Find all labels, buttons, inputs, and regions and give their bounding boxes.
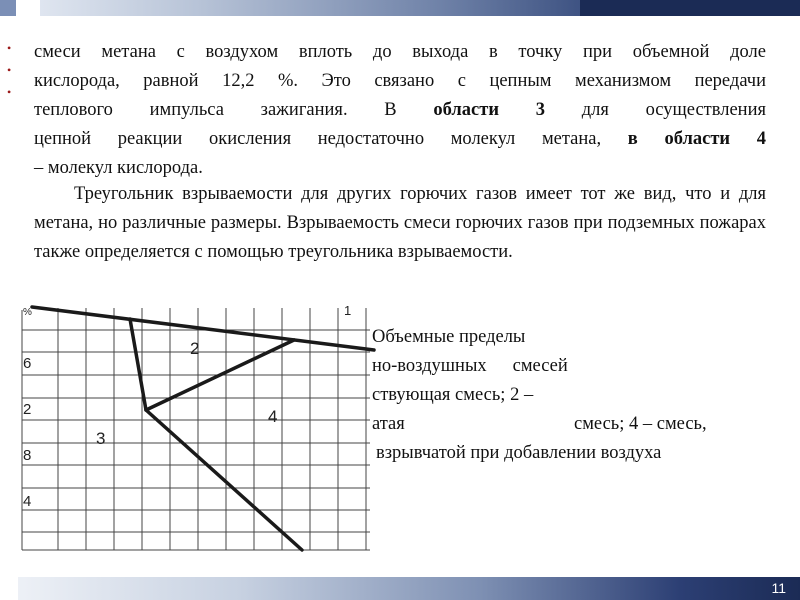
bullet-marker: •: [7, 63, 12, 77]
region-label-2: 2: [190, 339, 200, 358]
paragraph-1: [34, 38, 766, 183]
text-run: для осуществления: [544, 100, 766, 120]
caption-line: [372, 410, 752, 439]
paragraph-1-line: смеси метана с воздухом вплоть до выхода в точку при объемной доле: [34, 42, 766, 62]
explosivity-triangle-figure: [18, 300, 378, 555]
paragraph-2: Треугольник взрываемости для других горючих газов имеет тот же вид, что и для метана, но различные размеры. Взрываемость смеси горючих газов при подземных пожарах также определяется с помощью треугольника взрываемости.: [34, 184, 766, 262]
axis-label: 8: [23, 447, 32, 464]
top-banner-right: [580, 0, 800, 16]
paragraph-1-line: – молекул кислорода.: [34, 158, 203, 178]
lower-limit-line: [146, 410, 302, 550]
bullet-marker: •: [7, 85, 12, 99]
region-label-4: 4: [268, 407, 278, 426]
slide-number: 11: [771, 580, 786, 596]
caption-line: взрывчатой при добавлении воздуха: [376, 443, 662, 463]
bottom-banner: [0, 577, 800, 600]
explosivity-triangle-svg: [18, 300, 378, 555]
triangle-lines: [32, 307, 374, 550]
upper-limit-line: [32, 307, 374, 350]
axis-label: 6: [23, 355, 32, 372]
top-banner: [0, 0, 800, 16]
paragraph-1-line: [34, 125, 766, 154]
axis-labels: [23, 303, 351, 510]
axis-label: 4: [23, 493, 32, 510]
axis-label: %: [23, 307, 32, 318]
paragraph-1-line: кислорода, равной 12,2 %. Это связано с цепным механизмом передачи: [34, 71, 766, 91]
paragraph-1-line: [34, 96, 766, 125]
bold-term-area-4: в области 4: [627, 129, 766, 149]
bullet-marker: •: [7, 41, 12, 55]
top-banner-corner: [0, 0, 16, 16]
caption-text-run: смесей: [512, 356, 568, 376]
text-run: теплового импульса зажигания. В: [34, 100, 434, 120]
caption-line: ствующая смесь; 2 –: [372, 385, 534, 405]
bold-term-area-3: области 3: [433, 100, 545, 120]
caption-text-run: атая: [372, 414, 405, 434]
caption-text-run: но-воздушных: [372, 356, 487, 376]
left-limit-line: [130, 319, 146, 410]
text-run: цепной реакции окисления недостаточно молекул метана,: [34, 129, 628, 149]
caption-line: Объемные пределы: [372, 327, 526, 347]
caption-line: [372, 352, 568, 381]
caption-text-run: смесь; 4 – смесь,: [574, 414, 707, 434]
region-labels: [96, 339, 277, 448]
axis-label-top-right: 1: [344, 303, 352, 318]
axis-label: 2: [23, 401, 32, 418]
bottom-banner-cut: [0, 577, 18, 600]
region-label-3: 3: [96, 429, 106, 448]
